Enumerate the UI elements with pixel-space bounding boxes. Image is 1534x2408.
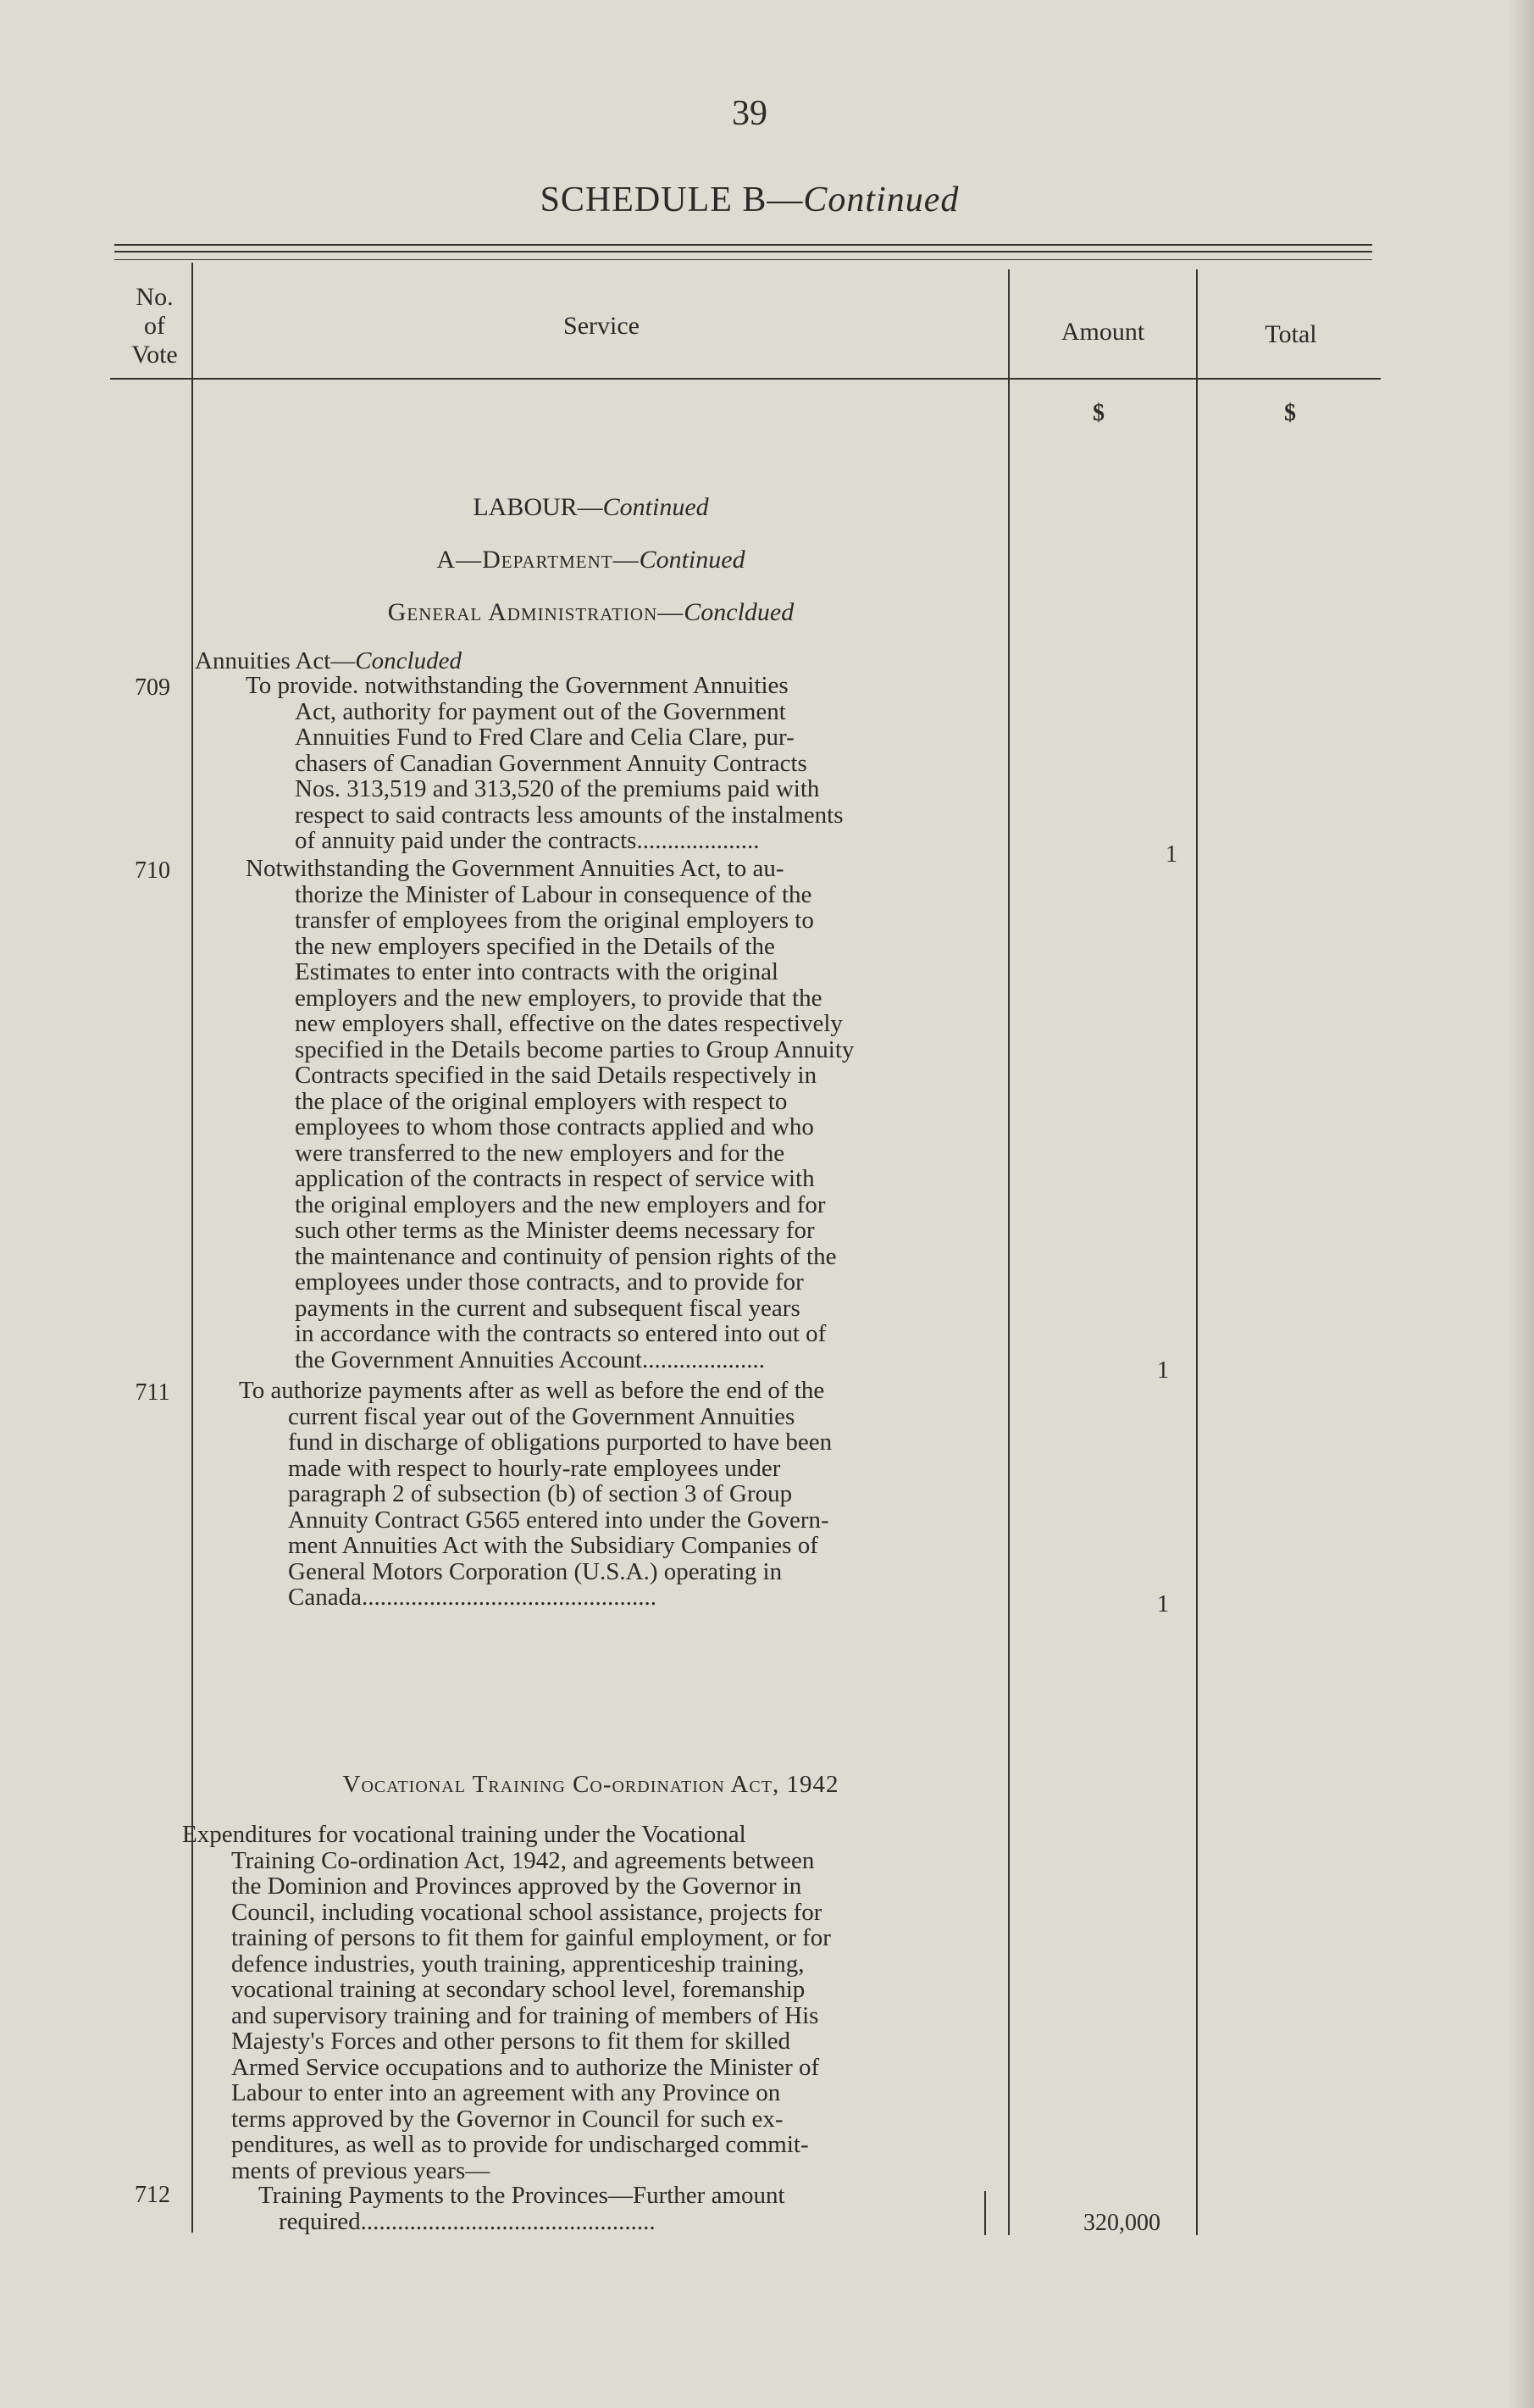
vote-709-line-2: Act, authority for payment out of the Government (295, 697, 786, 725)
vote-710-line-18: payments in the current and subsequent fiscal years (295, 1294, 800, 1322)
amount-currency: $ (1093, 400, 1105, 426)
heading-labour (186, 493, 995, 522)
header-vote-line-2: of (144, 312, 165, 340)
vote-710-line-3: transfer of employees from the original employers to (295, 907, 814, 934)
header-vote-line-1: No. (136, 283, 174, 311)
heading-department-continued: Continued (639, 546, 745, 574)
page-number: 39 (732, 94, 767, 133)
vote-number-711: 711 (135, 1379, 170, 1406)
vote-710-line-8: specified in the Details become parties to Group Annuity (295, 1035, 855, 1063)
total-currency: $ (1284, 400, 1296, 426)
vote-711-line-5: paragraph 2 of subsection (b) of section 3 of Group (288, 1480, 793, 1507)
vote-number-709: 709 (135, 674, 170, 701)
expenditures-text (182, 1822, 1001, 2183)
header-rule (110, 378, 1381, 380)
vote-710-line-20: the Government Annuities Account.................... (295, 1346, 765, 1373)
heading-annuities-concluded: Concluded (355, 647, 462, 674)
vote-711-text (239, 1378, 1001, 1611)
vote-709-line-5: Nos. 313,519 and 313,520 of the premiums paid with (295, 775, 820, 802)
vote-710-line-6: employers and the new employers, to provide that the (295, 984, 822, 1012)
vote-712-line-2: required................................................ (279, 2208, 656, 2234)
vote-710-line-4: the new employers specified in the Details of the (295, 932, 775, 960)
heading-general-concluded: Concldued (684, 598, 795, 626)
vote-711-line-7: ment Annuities Act with the Subsidiary Companies of (288, 1532, 818, 1559)
top-rule-2 (114, 251, 1372, 252)
vote-number-712: 712 (135, 2182, 170, 2208)
vote-711-line-6: Annuity Contract G565 entered into under the Govern- (288, 1506, 829, 1534)
vote-710-line-1: Notwithstanding the Government Annuities Act, to au- (246, 855, 784, 882)
expenditures-line-13: penditures, as well as to provide for undischarged commit- (231, 2131, 809, 2158)
heading-annuities-main: Annuities Act— (195, 647, 356, 674)
heading-labour-main: LABOUR— (473, 493, 603, 521)
vote-710-line-16: the maintenance and continuity of pension rights of the (295, 1242, 837, 1270)
header-vote-line-3: Vote (131, 341, 178, 369)
header-service: Service (563, 312, 640, 340)
vote-710-line-14: the original employers and the new employers and for (295, 1190, 826, 1218)
vote-710-text (246, 856, 1001, 1373)
schedule-title (0, 180, 1499, 220)
vote-712-amount: 320,000 (1083, 2210, 1160, 2236)
vote-710-line-9: Contracts specified in the said Details respectively in (295, 1062, 817, 1089)
vote-710-line-19: in accordance with the contracts so entered into out of (295, 1320, 827, 1347)
vote-710-line-2: thorize the Minister of Labour in consequence of the (295, 880, 812, 908)
vote-709-line-7: of annuity paid under the contracts.................... (295, 828, 760, 854)
vote-709-amount: 1 (1166, 841, 1177, 868)
vote-709-line-1: To provide. notwithstanding the Government Annuities (246, 672, 789, 699)
vote-711-line-2: current fiscal year out of the Government Annuities (288, 1402, 795, 1430)
vote-712-line-1: Training Payments to the Provinces—Further amount (258, 2182, 785, 2209)
vote-712-text (258, 2183, 989, 2234)
expenditures-line-11: Labour to enter into an agreement with any Province on (231, 2079, 781, 2106)
vote-712-bracket (984, 2191, 986, 2235)
vote-711-line-1: To authorize payments after as well as before the end of the (239, 1377, 825, 1404)
expenditures-line-1: Expenditures for vocational training under the Vocational (182, 1821, 746, 1848)
vote-710-line-15: such other terms as the Minister deems necessary for (295, 1217, 815, 1244)
page-right-edge-shadow (1508, 0, 1534, 2408)
heading-general-main: General Administration— (387, 598, 684, 626)
top-rule-3 (114, 259, 1372, 260)
expenditures-line-8: and supervisory training and for training of members of His (231, 2001, 819, 2029)
heading-labour-continued: Continued (602, 493, 709, 521)
expenditures-line-9: Majesty's Forces and other persons to fit them for skilled (231, 2028, 791, 2055)
top-rule-1 (114, 244, 1372, 246)
header-amount: Amount (1061, 318, 1145, 346)
expenditures-line-3: the Dominion and Provinces approved by the Governor in (231, 1873, 802, 1900)
vote-709-line-4: chasers of Canadian Government Annuity Contracts (295, 749, 807, 777)
vote-711-line-8: General Motors Corporation (U.S.A.) operating in (288, 1557, 783, 1585)
vote-710-line-13: application of the contracts in respect of service with (295, 1165, 815, 1192)
vote-710-line-10: the place of the original employers with respect to (295, 1087, 788, 1115)
expenditures-line-6: defence industries, youth training, apprenticeship training, (231, 1950, 805, 1978)
vote-number-710: 710 (135, 857, 170, 884)
amount-column-line (1008, 269, 1010, 2235)
vote-710-amount: 1 (1157, 1357, 1169, 1384)
expenditures-line-7: vocational training at secondary school level, foremanship (231, 1976, 806, 2003)
vote-709-text (246, 673, 1001, 854)
vote-710-line-7: new employers shall, effective on the dates respectively (295, 1010, 843, 1037)
vote-711-line-3: fund in discharge of obligations purported to have been (288, 1429, 833, 1456)
vote-710-line-11: employees to whom those contracts applied and who (295, 1113, 814, 1140)
vote-711-amount: 1 (1157, 1591, 1169, 1617)
vote-711-line-9: Canada................................................ (288, 1584, 656, 1611)
schedule-title-main: SCHEDULE B— (540, 180, 804, 219)
heading-department (186, 546, 995, 574)
expenditures-line-5: training of persons to fit them for gainful employment, or for (231, 1924, 831, 1951)
heading-vocational-training: Vocational Training Co-ordination Act, 1942 (342, 1771, 839, 1798)
vote-709-line-6: respect to said contracts less amounts of the instalments (295, 801, 844, 829)
heading-department-main: A—Department— (436, 546, 640, 574)
header-vote (114, 283, 195, 369)
vote-711-line-4: made with respect to hourly-rate employees under (288, 1454, 781, 1482)
vote-710-line-17: employees under those contracts, and to provide for (295, 1268, 804, 1296)
vote-710-line-12: were transferred to the new employers and for the (295, 1139, 785, 1167)
expenditures-line-2: Training Co-ordination Act, 1942, and agreements between (231, 1846, 815, 1874)
heading-general-administration (186, 598, 995, 627)
expenditures-line-14: ments of previous years— (231, 2156, 490, 2184)
vote-710-line-5: Estimates to enter into contracts with the original (295, 958, 778, 985)
vote-709-line-3: Annuities Fund to Fred Clare and Celia Clare, pur- (295, 724, 795, 751)
expenditures-line-10: Armed Service occupations and to authorize the Minister of (231, 2053, 820, 2081)
header-total: Total (1265, 320, 1317, 348)
expenditures-line-12: terms approved by the Governor in Council for such ex- (231, 2105, 784, 2133)
total-column-line (1196, 269, 1198, 2235)
schedule-title-continued: Continued (803, 180, 960, 219)
expenditures-line-4: Council, including vocational school assistance, projects for (231, 1898, 822, 1926)
